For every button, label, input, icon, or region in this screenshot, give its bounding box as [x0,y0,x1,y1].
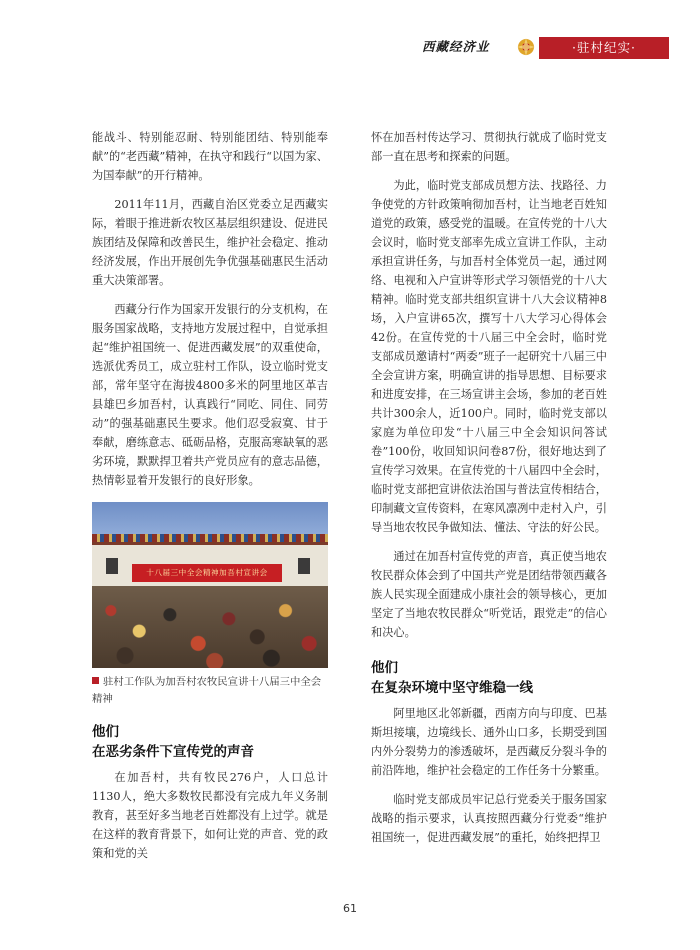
photo-window [106,558,118,574]
photo-crowd [92,586,328,668]
paragraph: 2011年11月，西藏自治区党委立足西藏实际，着眼于推进新农牧区基层组织建设、促进民族团结及保障和改善民生，维护社会稳定、推动经济发展，作出开展创先争优强基础惠民生活动重大决策部署。 [92,198,328,287]
paragraph: 阿里地区北邻新疆，西南方向与印度、巴基斯坦接壤，边境线长、通外山口多，长期受到国内外分裂势力的渗透破坏，是西藏反分裂斗争的前沿阵地，维护社会稳定的工作任务十分繁重。 [371,707,607,777]
section-tab: ·驻村纪实· [539,37,669,59]
section-heading-line1: 他们 [92,724,119,740]
magazine-brand: 西藏经济业 [422,39,490,54]
paragraph: 西藏分行作为国家开发银行的分支机构，在服务国家战略，支持地方发展过程中，自觉承担起“维护祖国统一、促进西藏发展”的双重使命，选派优秀员工，成立驻村工作队，设立临时党支部，常年坚守在海拔4800多米的阿里地区革吉县雄巴乡加吾村，认真践行“同吃、同住、同劳动”的强基础惠民生要求。他们忍受寂寞、甘于奉献，磨练意志、砥砺品格，克服高寒缺氧的恶劣环境，默默捍卫着共产党员应有的意志品德，热情彰显着开发银行的良好形象。 [92,303,328,487]
paragraph: 通过在加吾村宣传党的声音，真正使当地农牧民群众体会到了中国共产党是团结带领西藏各族人民实现全面建成小康社会的领导核心，更加坚定了当地农牧民群众“听党话，跟党走”的信心和决心。 [371,550,607,639]
paragraph: 临时党支部成员牢记总行党委关于服务国家战略的指示要求，认真按照西藏分行党委“维护祖国统一，促进西藏发展”的重托，始终把捍卫 [371,793,607,844]
caption-square-icon [92,677,99,684]
right-column [371,128,607,847]
paragraph: 在加吾村，共有牧民276户，人口总计1130人，绝大多数牧民都没有完成九年义务制教育，甚至好多当地老百姓都没有上过学。就是在这样的教育背景下，如何让党的声音、党的政策和党的关 [92,771,328,860]
photo-caption [92,674,328,708]
photo-window [298,558,310,574]
section-heading-line2: 在复杂环境中坚守维稳一线 [371,680,533,696]
paragraph: 怀在加吾村传达学习、贯彻执行就成了临时党支部一直在思考和探索的问题。 [371,131,607,163]
section-heading-line1: 他们 [371,660,398,676]
photo-banner: 十八届三中全会精神加吾村宣讲会 [132,564,282,582]
village-lecture-photo [92,502,328,668]
caption-text: 驻村工作队为加吾村农牧民宣讲十八届三中全会精神 [92,676,322,705]
page-number: 61 [343,902,357,915]
section-heading [92,722,328,762]
paragraph: 为此，临时党支部成员想方法、找路径、力争使党的方针政策响彻加吾村，让当地老百姓知道党的政策，感受党的温暖。在宣传党的十八大会议时，临时党支部率先成立宣讲工作队，主动承担宣讲任务，与加吾村全体党员一起，通过网络、电视和入户宣讲等形式学习领悟党的十八大精神。临时党支部共组织宣讲十八大会议精神8场，入户宣讲65次，撰写十八大学习心得体会42份。在宣传党的十八届三中全会时，临时党支部成员邀请村“两委”班子一起研究十八届三中全会宣讲方案，明确宣讲的指导思想、目标要求和进度安排，在三场宣讲主会场，参加的老百姓共计300余人，近100户。同时，临时党支部以家庭为单位印发“十八届三中全会知识问答试卷”100份，收回知识问卷87份，很好地达到了宣传学习效果。在宣传党的十八届四中全会时，临时党支部把宣讲依法治国与普法宣传相结合，印制藏文宣传资料，在寒风凛冽中走村入户，引导当地农牧民争做知法、懂法、守法的好公民。 [371,179,607,534]
paragraph: 能战斗、特别能忍耐、特别能团结、特别能奉献”的“老西藏”精神，在执守和践行“以国为家、为国奉献”的开行精神。 [92,131,328,182]
section-heading [371,658,607,698]
section-heading-line2: 在恶劣条件下宣传党的声音 [92,744,254,760]
ornament-icon [516,37,536,57]
left-column [92,128,328,863]
